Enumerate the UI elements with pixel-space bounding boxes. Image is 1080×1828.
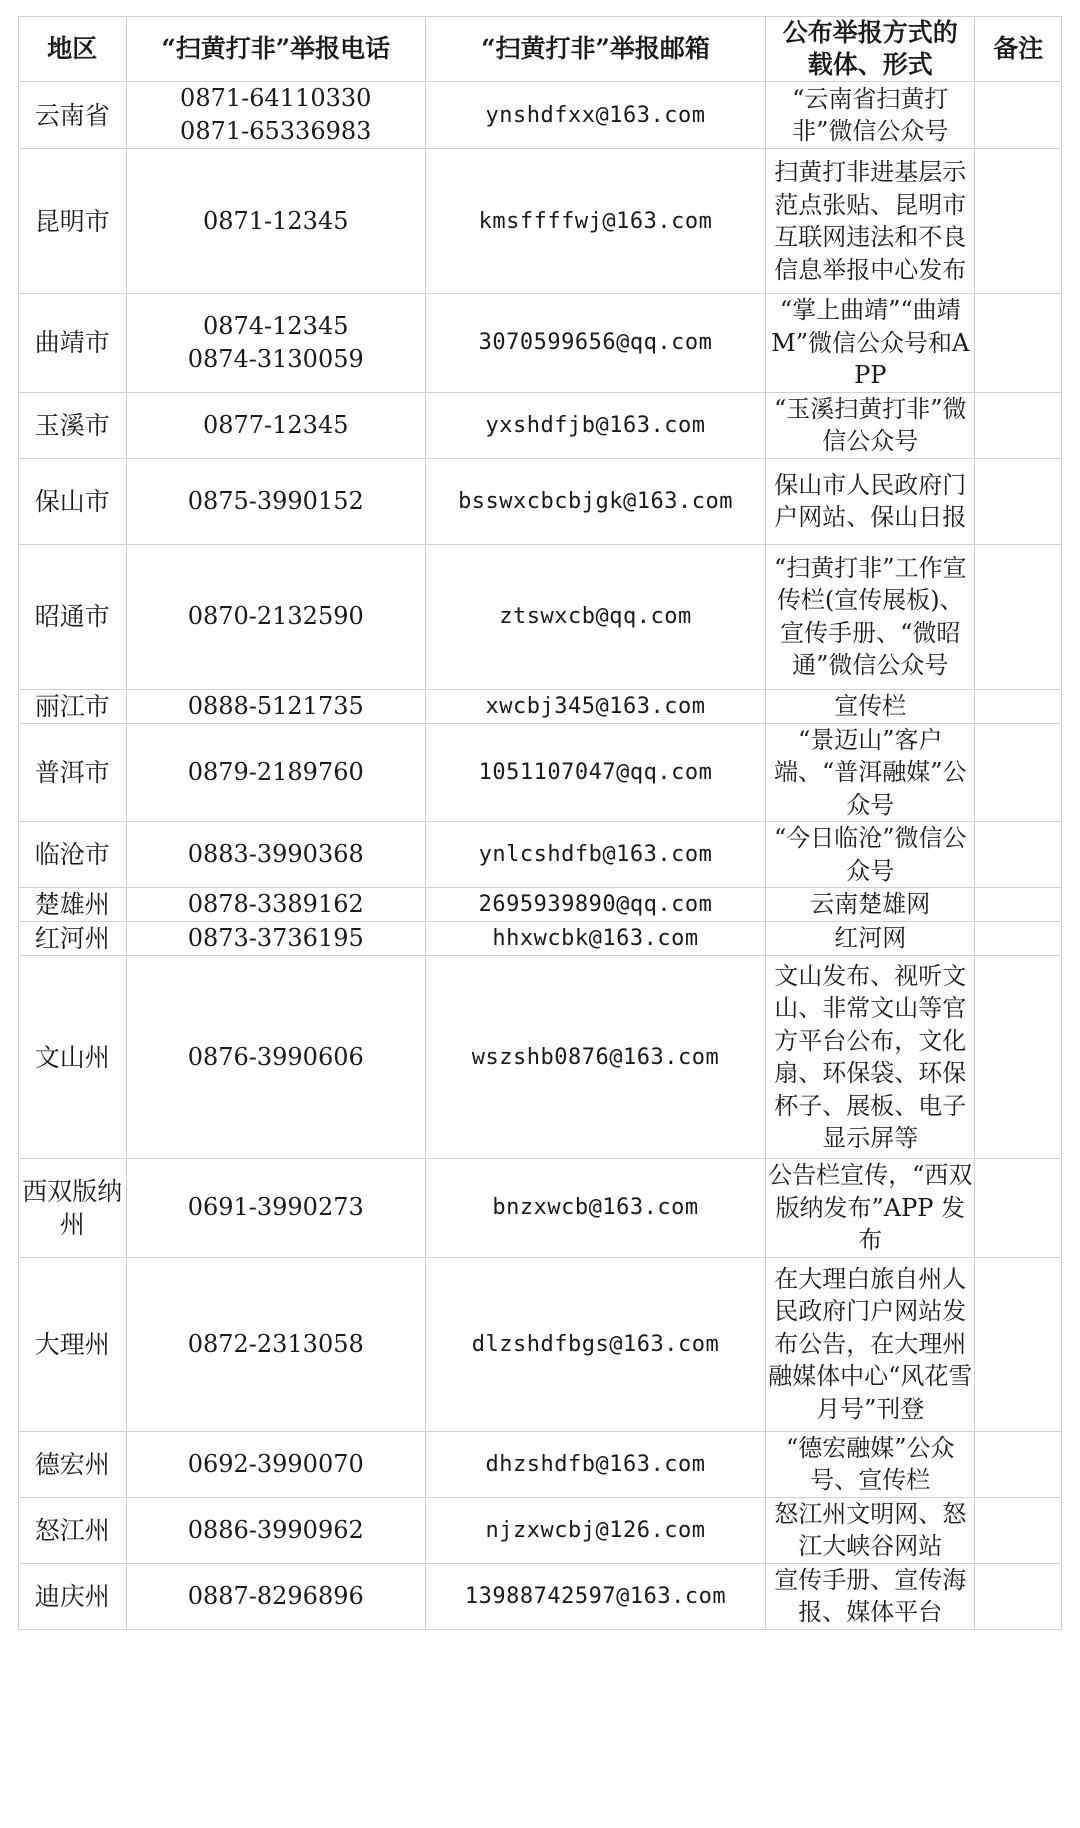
note-cell: [975, 1563, 1062, 1629]
region-cell: 曲靖市: [19, 294, 127, 393]
phone-cell: [126, 1159, 425, 1258]
phone-number: 0871-12345: [202, 206, 349, 235]
region-cell: 楚雄州: [19, 888, 127, 922]
table-row: [19, 956, 1062, 1159]
channel-cell: “德宏融媒”公众号、宣传栏: [766, 1431, 975, 1497]
channel-cell: 宣传栏: [766, 689, 975, 723]
header-note: 备注: [975, 17, 1062, 82]
note-cell: [975, 392, 1062, 458]
email-cell: njzxwcbj@126.com: [425, 1497, 765, 1563]
note-cell: [975, 544, 1062, 689]
region-cell: 红河州: [19, 922, 127, 956]
note-cell: [975, 689, 1062, 723]
header-channel: [766, 17, 975, 82]
email-cell: yxshdfjb@163.com: [425, 392, 765, 458]
phone-cell: [126, 458, 425, 544]
channel-cell: 宣传手册、宣传海报、媒体平台: [766, 1563, 975, 1629]
note-cell: [975, 1159, 1062, 1258]
table-row: [19, 1257, 1062, 1431]
note-cell: [975, 723, 1062, 822]
channel-cell: 保山市人民政府门户网站、保山日报: [766, 458, 975, 544]
channel-cell: 文山发布、视听文山、非常文山等官方平台公布，文化扇、环保袋、环保杯子、展板、电子显示屏等: [766, 956, 975, 1159]
email-cell: ynshdfxx@163.com: [425, 82, 765, 149]
email-cell: bsswxcbcbjgk@163.com: [425, 458, 765, 544]
channel-cell: 云南楚雄网: [766, 888, 975, 922]
table-row: [19, 544, 1062, 689]
channel-cell: 公告栏宣传，“西双版纳发布”APP 发布: [766, 1159, 975, 1258]
channel-cell: “掌上曲靖”“曲靖M”微信公众号和APP: [766, 294, 975, 393]
phone-number: 0883-3990368: [187, 840, 364, 868]
phone-cell: [126, 544, 425, 689]
region-cell: 德宏州: [19, 1431, 127, 1497]
phone-number: 0871-65336983: [180, 117, 372, 145]
phone-number: 0877-12345: [202, 410, 349, 439]
email-cell: dhzshdfb@163.com: [425, 1431, 765, 1497]
phone-cell: [126, 294, 425, 393]
table-row: [19, 1431, 1062, 1497]
table-row: [19, 149, 1062, 294]
channel-cell: 扫黄打非进基层示范点张贴、昆明市互联网违法和不良信息举报中心发布: [766, 149, 975, 294]
email-cell: xwcbj345@163.com: [425, 689, 765, 723]
email-cell: kmsffffwj@163.com: [425, 149, 765, 294]
channel-cell: “玉溪扫黄打非”微信公众号: [766, 392, 975, 458]
region-cell: 云南省: [19, 82, 127, 149]
table-row: [19, 1563, 1062, 1629]
phone-number: 0874-3130059: [187, 344, 364, 373]
email-cell: ztswxcb@qq.com: [425, 544, 765, 689]
note-cell: [975, 1497, 1062, 1563]
phone-cell: [126, 1497, 425, 1563]
region-cell: 大理州: [19, 1257, 127, 1431]
phone-number: 0886-3990962: [187, 1515, 364, 1544]
email-cell: bnzxwcb@163.com: [425, 1159, 765, 1258]
region-cell: 保山市: [19, 458, 127, 544]
table-row: [19, 82, 1062, 149]
table-row: [19, 294, 1062, 393]
region-cell: 丽江市: [19, 689, 127, 723]
region-cell: 迪庆州: [19, 1563, 127, 1629]
phone-number: 0692-3990070: [187, 1449, 364, 1478]
phone-cell: [126, 888, 425, 922]
table-row: [19, 1159, 1062, 1258]
header-region: 地区: [19, 17, 127, 82]
email-cell: ynlcshdfb@163.com: [425, 822, 765, 888]
phone-number: 0691-3990273: [187, 1193, 364, 1222]
header-email: “扫黄打非”举报邮箱: [425, 17, 765, 82]
email-cell: 3070599656@qq.com: [425, 294, 765, 393]
phone-cell: [126, 723, 425, 822]
note-cell: [975, 1257, 1062, 1431]
phone-number: 0870-2132590: [187, 602, 364, 630]
phone-number: 0879-2189760: [187, 757, 364, 786]
channel-cell: 在大理白旅自州人民政府门户网站发布公告，在大理州融媒体中心“风花雪月号”刊登: [766, 1257, 975, 1431]
note-cell: [975, 1431, 1062, 1497]
channel-cell: “景迈山”客户端、“普洱融媒”公众号: [766, 723, 975, 822]
region-cell: 昭通市: [19, 544, 127, 689]
table-row: [19, 888, 1062, 922]
note-cell: [975, 956, 1062, 1159]
email-cell: hhxwcbk@163.com: [425, 922, 765, 956]
header-channel-line2: 载体、形式: [807, 50, 933, 79]
header-row: [19, 17, 1062, 82]
table-row: [19, 458, 1062, 544]
region-cell: 西双版纳州: [19, 1159, 127, 1258]
channel-cell: “云南省扫黄打非”微信公众号: [766, 82, 975, 149]
table-row: [19, 922, 1062, 956]
phone-number: 0878-3389162: [187, 890, 364, 918]
note-cell: [975, 822, 1062, 888]
phone-cell: [126, 1563, 425, 1629]
phone-cell: [126, 149, 425, 294]
table-row: [19, 822, 1062, 888]
phone-cell: [126, 689, 425, 723]
phone-number: 0873-3736195: [187, 924, 364, 952]
table-row: [19, 1497, 1062, 1563]
region-cell: 玉溪市: [19, 392, 127, 458]
email-cell: wszshb0876@163.com: [425, 956, 765, 1159]
header-phone: “扫黄打非”举报电话: [126, 17, 425, 82]
phone-cell: [126, 1431, 425, 1497]
phone-number: 0876-3990606: [187, 1042, 364, 1071]
phone-number: 0871-64110330: [180, 84, 372, 112]
channel-cell: “今日临沧”微信公众号: [766, 822, 975, 888]
phone-cell: [126, 922, 425, 956]
region-cell: 昆明市: [19, 149, 127, 294]
phone-number: 0887-8296896: [187, 1581, 364, 1610]
phone-number: 0872-2313058: [187, 1329, 364, 1358]
table-row: [19, 689, 1062, 723]
email-cell: 1051107047@qq.com: [425, 723, 765, 822]
phone-cell: [126, 392, 425, 458]
phone-cell: [126, 822, 425, 888]
note-cell: [975, 458, 1062, 544]
phone-number: 0875-3990152: [187, 486, 364, 515]
channel-cell: “扫黄打非”工作宣传栏(宣传展板)、宣传手册、“微昭通”微信公众号: [766, 544, 975, 689]
phone-number: 0888-5121735: [187, 691, 364, 720]
phone-cell: [126, 1257, 425, 1431]
note-cell: [975, 294, 1062, 393]
email-cell: 13988742597@163.com: [425, 1563, 765, 1629]
report-table: [18, 16, 1062, 1630]
note-cell: [975, 149, 1062, 294]
region-cell: 文山州: [19, 956, 127, 1159]
channel-cell: 怒江州文明网、怒江大峡谷网站: [766, 1497, 975, 1563]
phone-cell: [126, 956, 425, 1159]
email-cell: dlzshdfbgs@163.com: [425, 1257, 765, 1431]
phone-number: 0874-12345: [202, 311, 349, 340]
table-row: [19, 392, 1062, 458]
note-cell: [975, 922, 1062, 956]
table-row: [19, 723, 1062, 822]
email-cell: 2695939890@qq.com: [425, 888, 765, 922]
table-body: [19, 82, 1062, 1630]
channel-cell: 红河网: [766, 922, 975, 956]
header-channel-line1: 公布举报方式的: [782, 18, 958, 47]
phone-cell: [126, 82, 425, 149]
region-cell: 普洱市: [19, 723, 127, 822]
region-cell: 怒江州: [19, 1497, 127, 1563]
region-cell: 临沧市: [19, 822, 127, 888]
note-cell: [975, 888, 1062, 922]
note-cell: [975, 82, 1062, 149]
